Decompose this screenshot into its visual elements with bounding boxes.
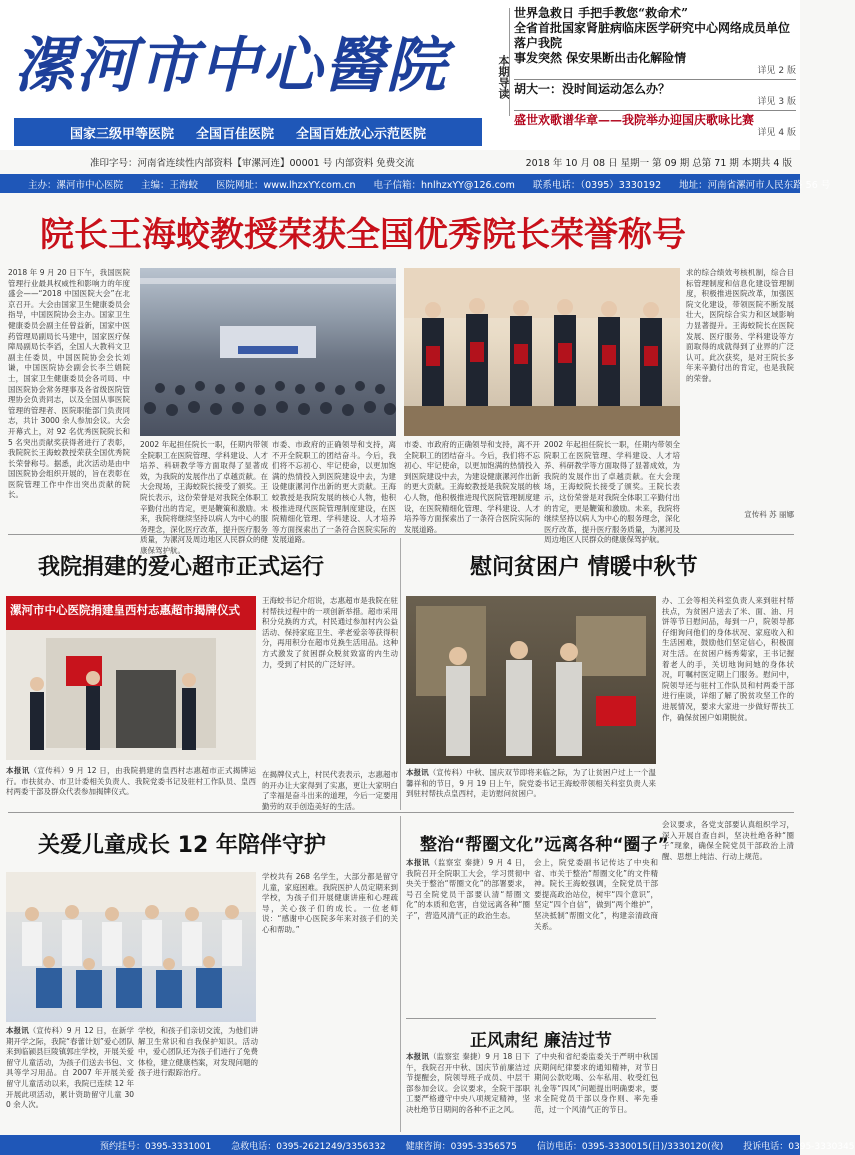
masthead xyxy=(0,0,800,150)
complaint-phone: 投诉电话：0395-3330345 xyxy=(743,1141,855,1152)
lead-text: （宣传科）中秋、国庆双节即将来临之际，为了让贫困户过上一个温馨祥和的节日，9 月 19 日上午，院党委书记王海蛟带领相关科室负责人来到驻村帮扶点皇西村，走访慰问贫困户。 xyxy=(406,768,656,799)
lead-text: （宣传科）9 月 12 日，在新学期开学之际，我院“春蕾计划”爱心团队来到临颍县巨陵镇郭庄学校，开展关爱留守儿童活动，为孩子们送去书包、文具等学习用品。自 2007 年开展关爱留守儿童活动以来，我院已连续 12 年开展此项活动，累计资助留守儿童 300 余人次。 xyxy=(6,1026,135,1110)
lead-text: （监察室 秦捷）9 月 18 日下午，我院召开中秋、国庆节前廉洁过节提醒会，院领导班子成员、中层干部参加会议。会议要求，全院干部职工要严格遵守中央八项规定精神，坚决杜绝节日期间的各种不正之风。 xyxy=(406,1052,530,1114)
appointment-phone: 预约挂号：0395-3331001 xyxy=(100,1141,212,1152)
poverty-article-col2: 办、工会等相关科室负责人来到驻村帮扶点，为贫困户送去了米、面、油、月饼等节日慰问品，每到一户，院领导都仔细询问他们的身体状况、家庭收入和生活困难，鼓励他们坚定信心，积极面对生活。在贫困户杨秀菊家，王书记握着老人的手，关切地询问她的身体状况，叮嘱村医定期上门服务。慰问中，院领导还与驻村工作队员和村两委干部进行座谈，详细了解了脱贫攻坚工作的进展情况，要求大家进一步做好帮扶工作，确保贫困户如期脱贫。 xyxy=(662,596,794,722)
circle-article-col3: 会议要求，各党支部要认真组织学习，深入开展自查自纠，坚决杜绝各种“圈子”现象，确保全院党员干部政治上清醒、思想上纯洁、行动上规范。 xyxy=(662,820,794,861)
main-article-col2: 2002 年起担任院长一职，任期内带领全院职工在医院管理、学科建设、人才培养、科研教学等方面取得了显著成效，为我院的发展作出了卓越贡献。在大会现场，王海蛟院长接受了颁奖。王院长表示，这份荣誉是对我院全体职工辛勤付出的肯定，更是鞭策和激励。未来，我院将继续坚持以病人为中心的服务理念，深化医疗改革，提升医疗服务质量，为漯河及周边地区人民群众的健康保驾护航。 xyxy=(140,440,268,555)
children-article-lead xyxy=(6,1026,134,1130)
hospital-logo: 漯河市中心醫院 xyxy=(14,31,448,101)
main-headline[interactable]: 院长王海蛟教授荣获全国优秀院长荣誉称号 xyxy=(40,215,686,255)
supermarket-article-col3: 在揭牌仪式上，村民代表表示，志惠超市的开办让大家得到了实惠，更让大家明白了幸福是奋斗出来的道理，今后一定要用勤劳的双手创造美好的生活。 xyxy=(262,770,398,811)
circle-article-col2: 会上，院党委副书记传达了中央和省、市关于整治“帮圈文化”的文件精神。院长王海蛟强调，全院党员干部要提高政治站位，树牢“四个意识”，坚定“四个自信”，做到“两个维护”，坚决抵制“帮圈文化”，构建亲清政商关系。 xyxy=(534,858,658,931)
teaser-item[interactable]: 盛世欢歌谱华章——我院举办迎国庆歌咏比赛 xyxy=(514,113,755,127)
health-consult-phone: 健康咨询：0395-3356575 xyxy=(405,1141,517,1152)
address: 地址：河南省漯河市人民东路 56 号 xyxy=(679,179,831,191)
section-divider xyxy=(8,812,794,813)
honor-item: 国家三级甲等医院 xyxy=(69,126,174,142)
editor: 主编：王海蛟 xyxy=(141,179,199,191)
lead-tag: 本报讯 xyxy=(6,766,30,775)
sponsor: 主办：漯河市中心医院 xyxy=(28,179,124,191)
main-article-col3b: 2002 年起担任院长一职，任期内带领全院职工在医院管理、学科建设、人才培养、科研教学等方面取得了显著成效，为我院的发展作出了卓越贡献。在大会现场，王海蛟院长接受了颁奖。王院长表示，这份荣誉是对我院全体职工辛勤付出的肯定，更是鞭策和激励。未来，我院将继续坚持以病人为中心的服务理念，深化医疗改革，提升医疗服务质量，为漯河及周边地区人民群众的健康保驾护航。 xyxy=(544,440,680,545)
children-photo xyxy=(6,872,256,1022)
website-link[interactable]: 医院网址：www.lhzxYY.com.cn xyxy=(216,179,356,191)
contact-bar xyxy=(0,174,831,193)
supermarket-sign-text: 漯河市中心医院捐建皇西村志惠超市揭牌仪式 xyxy=(10,603,240,617)
supermarket-article-lead xyxy=(6,766,256,806)
teaser-item[interactable]: 事发突然 保安果断出击化解险情 xyxy=(514,51,687,65)
lead-text: （监察室 秦捷）9 月 4 日，我院召开全院职工大会，学习贯彻中央关于整治“帮圈文化”的部署要求，号召全院党员干部要认清“帮圈文化”的本质和危害，自觉远离各种“圈子”，营造风清气正的政治生态。 xyxy=(406,858,530,920)
supermarket-headline[interactable]: 我院捐建的爱心超市正式运行 xyxy=(38,555,325,580)
issue-date-info: 2018 年 10 月 08 日 星期一 第 09 期 总第 71 期 本期共 4 版 xyxy=(525,158,792,169)
honor-item: 全国百姓放心示范医院 xyxy=(296,126,427,142)
section-divider xyxy=(406,1018,656,1019)
issue-guide-label: 本期导读 xyxy=(484,8,510,116)
honor-item: 全国百佳医院 xyxy=(195,126,274,142)
supermarket-article-col2: 王海蛟书记介绍说，志惠超市是我院在驻村帮扶过程中的一项创新举措。超市采用积分兑换的方式，村民通过参加村内公益活动、保持家庭卫生、孝老爱亲等获得积分，再用积分在超市兑换生活用品。这种方式激发了贫困群众脱贫致富的内生动力，受到了村民的广泛好评。 xyxy=(262,596,398,669)
lead-text: （宣传科）9 月 12 日，由我院捐建的皇西村志惠超市正式揭牌运行。市扶贫办、市卫计委相关负责人、我院党委书记及驻村工作队员、皇西村两委干部及群众代表参加揭牌仪式。 xyxy=(6,766,257,797)
emergency-phone: 急救电话：0395-2621249/3356332 xyxy=(231,1141,386,1152)
main-article-col2b: 市委、市政府的正确领导和支持，离不开全院职工的团结奋斗。今后，我们将不忘初心、牢记使命，以更加饱满的热情投入到医院建设中去，为建设健康漯河作出新的更大贡献。王海蛟教授是我院发展的核心人物，他积极推进现代医院管理制度建设，在医院精细化管理、学科建设、人才培养等方面探索出了一条符合医院实际的发展道路。 xyxy=(272,440,396,545)
children-article-col3: 学校共有 268 名学生，大部分都是留守儿童，家庭困难。我院医护人员定期来到学校，为孩子们开展健康讲座和心理疏导，关心孩子们的成长。一位老师说：“感谢中心医院多年来对孩子们的关心和帮助。” xyxy=(262,872,398,934)
teaser-item[interactable]: 全省首批国家肾脏病临床医学研究中心网络成员单位落户我院 xyxy=(514,21,791,50)
email-link[interactable]: 电子信箱：hnlhzxYY@126.com xyxy=(373,179,515,191)
circle-article-lead xyxy=(406,858,530,1016)
hospital-honors-band xyxy=(14,118,482,146)
license-info: 准印字号：河南省连续性内部资料【审漯河连】00001 号 内部资料 免费交流 xyxy=(90,158,415,169)
children-article-col2: 学校，和孩子们亲切交流，为他们讲解卫生常识和自我保护知识。活动中，爱心团队还为孩子们进行了免费体检，建立健康档案，对发现问题的孩子进行跟踪治疗。 xyxy=(138,1026,258,1078)
column-divider xyxy=(400,538,401,810)
supermarket-photo xyxy=(6,596,256,760)
column-divider xyxy=(400,816,401,1132)
lead-tag: 本报讯 xyxy=(406,858,430,867)
children-headline[interactable]: 关爱儿童成长 12 年陪伴守护 xyxy=(38,833,326,858)
teaser-item[interactable]: 世界急救日 手把手教您“救命术” xyxy=(514,6,688,20)
award-ceremony-photo xyxy=(404,268,680,436)
petition-phone: 信访电话：0395-3330015(日)/3330120(夜) xyxy=(536,1141,724,1152)
poverty-visit-photo xyxy=(406,596,656,764)
poverty-article-lead xyxy=(406,768,656,808)
issue-teasers xyxy=(514,6,796,139)
lead-tag: 本报讯 xyxy=(6,1026,29,1035)
lead-tag: 本报讯 xyxy=(406,1052,429,1061)
footer-hotlines xyxy=(0,1135,855,1155)
circle-culture-headline[interactable]: 整治“帮圈文化”远离各种“圈子” xyxy=(420,835,669,855)
see-page-ref: 详见 4 版 xyxy=(757,128,796,138)
festival-headline[interactable]: 正风肃纪 廉洁过节 xyxy=(470,1031,612,1051)
see-page-ref: 详见 3 版 xyxy=(757,97,796,107)
main-article-col4: 求的综合绩效考核机制，综合目标管理制度和信息化建设管理制度，积极推进医院改革，加强医院文化建设，带领医院不断发展壮大，医院综合实力和区域影响力显著提升。王海蛟院长在医院发展、医疗服务、学科建设等方面取得的成就得到了业界的广泛认可。此次获奖，是对王院长多年来辛勤付出的肯定，也是我院的荣誉。 xyxy=(686,268,794,383)
see-page-ref: 详见 2 版 xyxy=(757,66,796,76)
publication-info xyxy=(90,155,796,171)
lead-tag: 本报讯 xyxy=(406,768,429,777)
section-divider xyxy=(8,534,794,535)
teaser-item[interactable]: 胡大一：没时间运动怎么办？ xyxy=(514,82,671,96)
main-article-signature: 宣传科 苏 丽娜 xyxy=(744,510,794,519)
main-article-col1: 2018 年 9 月 20 日下午，我国医院管理行业最具权威性和影响力的年度盛会——“2018 中国医院大会”在北京召开。大会由国家卫生健康委员会指导，中国医院协会主办。国家卫生健康委员会副主任曾益新，国家中医药管理局副局长马建中，国家医疗保障局副局长李滔，全国人大教科文卫副主任委员，中国医院协会会长刘谦，中国医院协会副会长李兰娟院士，国家卫生健康委员会各司局、中国医院协会常务理事及各省级医院管理协会负责同志，以及全国从事医院管理的管理者、医院职能部门负责同志，共计 3000 余人参加会议。大会开幕式上，对 92 名优秀医院院长和 5 名突出贡献奖获得者进行了表彰，我院院长王海蛟教授荣获全国优秀院长荣誉称号。据悉，此次活动是由中国医院协会组织开展的，旨在表彰在医院管理工作中作出突出贡献的院长。 xyxy=(8,268,130,500)
poverty-headline[interactable]: 慰问贫困户 情暖中秋节 xyxy=(470,555,698,580)
festival-article-lead xyxy=(406,1052,530,1132)
main-article-col3: 市委、市政府的正确领导和支持，离不开全院职工的团结奋斗。今后，我们将不忘初心、牢记使命，以更加饱满的热情投入到医院建设中去，为建设健康漯河作出新的更大贡献。王海蛟教授是我院发展的核心人物，他积极推进现代医院管理制度建设，在医院精细化管理、学科建设、人才培养等方面探索出了一条符合医院实际的发展道路。 xyxy=(404,440,540,534)
festival-article-col2: 了中央和省纪委监委关于严明中秋国庆期间纪律要求的通知精神，对节日期间公款吃喝、公车私用、收受红包礼金等“四风”问题提出明确要求，要求全院党员干部以身作则、率先垂范，过一个风清气正的节日。 xyxy=(534,1052,658,1114)
conference-photo xyxy=(140,268,396,436)
phone: 联系电话：（0395）3330192 xyxy=(532,179,662,191)
